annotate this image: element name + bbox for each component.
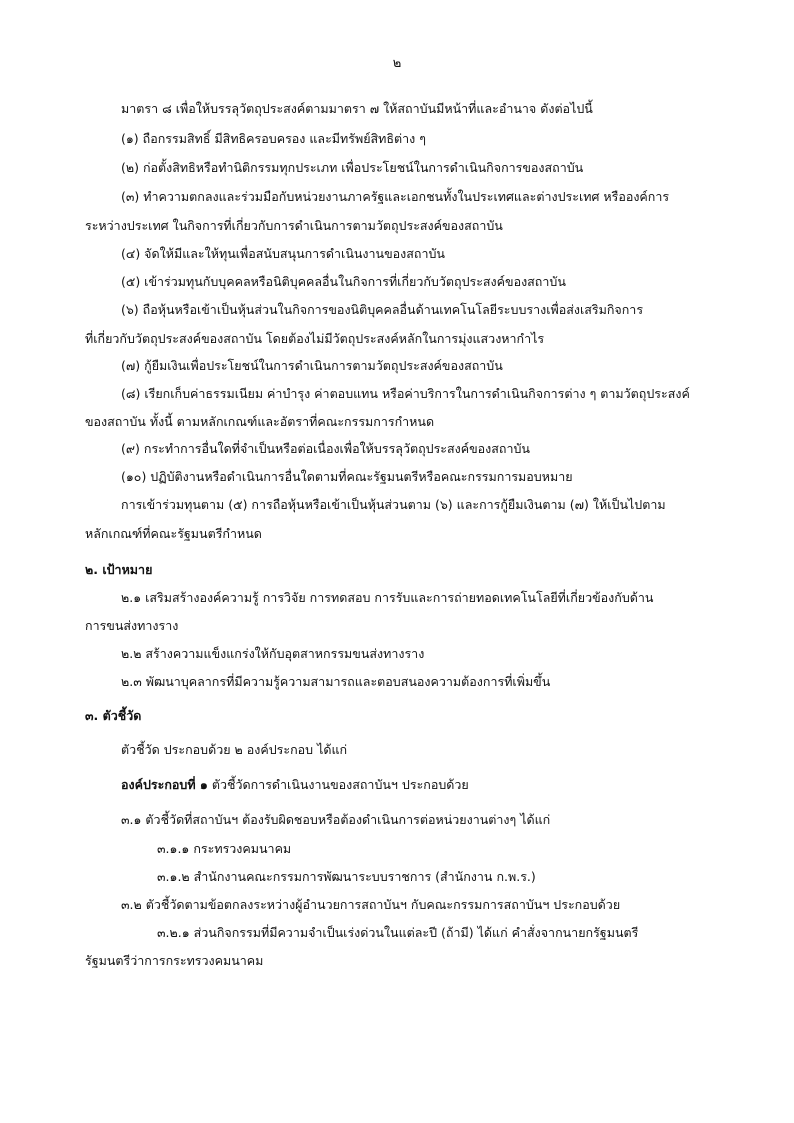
mandate-item: (๒) ก่อตั้งสิทธิหรือทำนิติกรรมทุกประเภท เพื่อประโยชน์ในการดำเนินกิจการของสถาบัน [121, 160, 584, 175]
component-description: ตัวชี้วัดการดำเนินงานของสถาบันฯ ประกอบด้วย [207, 777, 469, 792]
mandate-item-cont: ที่เกี่ยวกับวัตถุประสงค์ของสถาบัน โดยต้องไม่มีวัตถุประสงค์หลักในการมุ่งแสวงหากำไร [85, 331, 545, 346]
mandate-item: (๗) กู้ยืมเงินเพื่อประโยชน์ในการดำเนินการตามวัตถุประสงค์ของสถาบัน [121, 358, 503, 373]
section-2-heading: ๒. เป้าหมาย [85, 562, 153, 577]
indicators-intro: ตัวชี้วัด ประกอบด้วย ๒ องค์ประกอบ ได้แก่ [121, 742, 348, 757]
mandate-item-cont: ระหว่างประเทศ ในกิจการที่เกี่ยวกับการดำเนินการตามวัตถุประสงค์ของสถาบัน [85, 218, 503, 233]
section-3-heading: ๓. ตัวชี้วัด [85, 708, 142, 723]
mandate-item-cont: ของสถาบัน ทั้งนี้ ตามหลักเกณฑ์และอัตราที่คณะกรรมการกำหนด [85, 414, 435, 429]
mandate-item: (๘) เรียกเก็บค่าธรรมเนียม ค่าบำรุง ค่าตอบแทน หรือค่าบริการในการดำเนินกิจการต่าง ๆ ตามวัตถุประสงค์ [121, 386, 690, 401]
mandate-item: (๖) ถือหุ้นหรือเข้าเป็นหุ้นส่วนในกิจการของนิติบุคคลอื่นด้านเทคโนโลยีระบบรางเพื่อส่งเสริมกิจการ [121, 302, 644, 317]
mandate-item: (๙) กระทำการอื่นใดที่จำเป็นหรือต่อเนื่องเพื่อให้บรรลุวัตถุประสงค์ของสถาบัน [121, 441, 530, 456]
mandate-item: (๕) เข้าร่วมทุนกับบุคคลหรือนิติบุคคลอื่นในกิจการที่เกี่ยวกับวัตถุประสงค์ของสถาบัน [121, 274, 566, 289]
goal-item: ๒.๑ เสริมสร้างองค์ความรู้ การวิจัย การทดสอบ การรับและการถ่ายทอดเทคโนโลยีที่เกี่ยวข้องกับด้าน [121, 590, 654, 605]
goal-item: ๒.๒ สร้างความแข็งแกร่งให้กับอุตสาหกรรมขนส่งทางราง [121, 646, 425, 661]
mandate-item: (๔) จัดให้มีและให้ทุนเพื่อสนับสนุนการดำเนินงานของสถาบัน [121, 246, 445, 261]
page-number: ๒ [392, 56, 402, 71]
indicator-subitem: ๓.๒.๑ ส่วนกิจกรรมที่มีความจำเป็นเร่งด่วนในแต่ละปี (ถ้ามี) ได้แก่ คำสั่งจากนายกรัฐมนตรี [157, 925, 639, 940]
mandate-intro: มาตรา ๘ เพื่อให้บรรลุวัตถุประสงค์ตามมาตรา ๗ ให้สถาบันมีหน้าที่และอำนาจ ดังต่อไปนี้ [121, 101, 593, 116]
goal-item: ๒.๓ พัฒนาบุคลากรที่มีความรู้ความสามารถและตอบสนองความต้องการที่เพิ่มขึ้น [121, 674, 551, 689]
indicator-subitem: ๓.๑.๑ กระทรวงคมนาคม [157, 841, 292, 856]
mandate-closing-cont: หลักเกณฑ์ที่คณะรัฐมนตรีกำหนด [85, 526, 262, 541]
mandate-closing: การเข้าร่วมทุนตาม (๕) การถือหุ้นหรือเข้าเป็นหุ้นส่วนตาม (๖) และการกู้ยืมเงินตาม (๗) ให้เป็นไปตาม [121, 497, 666, 512]
goal-item-cont: การขนส่งทางราง [85, 618, 179, 633]
mandate-item: (๑) ถือกรรมสิทธิ์ มีสิทธิครอบครอง และมีทรัพย์สิทธิต่าง ๆ [121, 131, 426, 146]
indicator-subitem-cont: รัฐมนตรีว่าการกระทรวงคมนาคม [85, 953, 264, 968]
mandate-item: (๓) ทำความตกลงและร่วมมือกับหน่วยงานภาครัฐและเอกชนทั้งในประเทศและต่างประเทศ หรือองค์การ [121, 189, 670, 204]
component-label: องค์ประกอบที่ ๑ [121, 777, 208, 792]
mandate-item: (๑๐) ปฏิบัติงานหรือดำเนินการอื่นใดตามที่คณะรัฐมนตรีหรือคณะกรรมการมอบหมาย [121, 469, 573, 484]
indicator-item: ๓.๑ ตัวชี้วัดที่สถาบันฯ ต้องรับผิดชอบหรือต้องดำเนินการต่อหน่วยงานต่างๆ ได้แก่ [121, 812, 551, 827]
indicator-item: ๓.๒ ตัวชี้วัดตามข้อตกลงระหว่างผู้อำนวยการสถาบันฯ กับคณะกรรมการสถาบันฯ ประกอบด้วย [121, 897, 621, 912]
component-line [121, 776, 469, 794]
indicator-subitem: ๓.๑.๒ สำนักงานคณะกรรมการพัฒนาระบบราชการ (สำนักงาน ก.พ.ร.) [157, 869, 536, 884]
